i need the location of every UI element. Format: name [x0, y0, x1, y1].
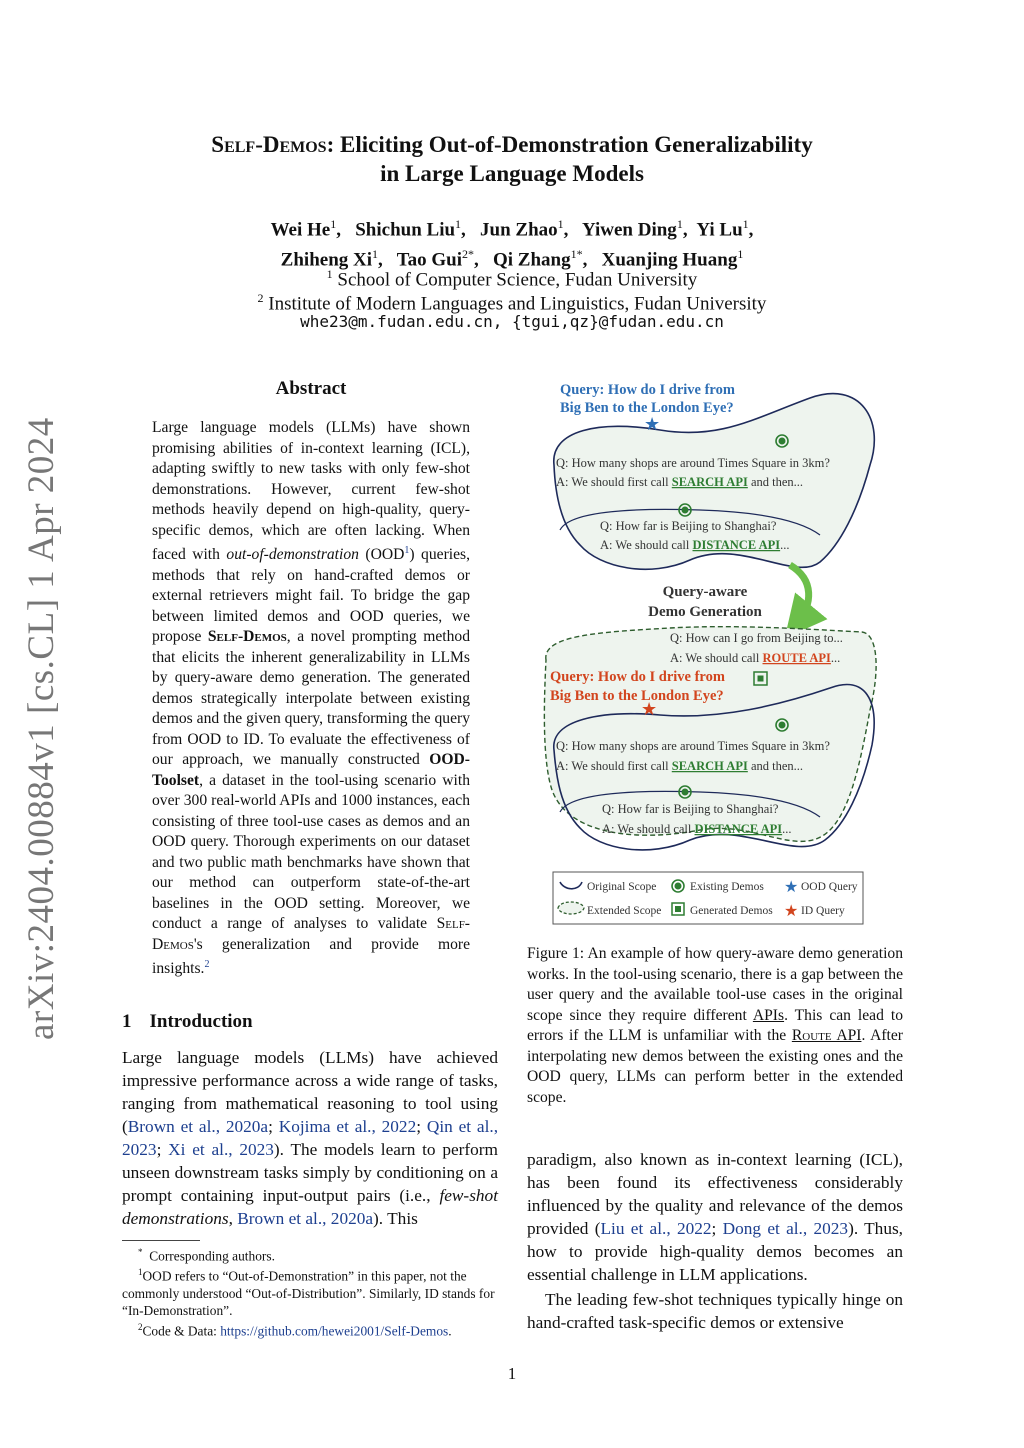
generation-arrow [790, 565, 809, 622]
id-query-line1: Query: How do I drive from [550, 669, 725, 685]
legend-ood-query: OOD Query [801, 881, 858, 893]
demo1-question-2: Q: How many shops are around Times Square in 3km? [556, 739, 830, 753]
citation-link[interactable]: Kojima et al., 2022 [278, 1117, 417, 1136]
footnotes [122, 1244, 498, 1339]
demo1-answer-2: A: We should first call SEARCH API and then... [556, 759, 804, 773]
arrow-label-2: Demo Generation [648, 604, 762, 620]
id-query-line2: Big Ben to the London Eye? [550, 688, 724, 704]
affiliation-1: $^1$ School of Computer Science, Fudan University [326, 267, 698, 291]
figure-caption: Figure 1: An example of how query-aware demo generation works. In the tool-using scenario, there is a gap between the user query and the available tool-use cases in the original scope since they require different APIs. This can lead to errors if the LLM is unfamiliar with the Route API. After interpolating new demos between the existing ones and the OOD query, LLMs can perform better in the extended scope. [527, 945, 903, 1106]
author-name: Zhiheng Xi [280, 249, 373, 271]
id-query-star-icon: ★ [641, 699, 658, 720]
intro-paragraph: Large language models (LLMs) have achieved impressive performance across a wide range of tasks, ranging from mathematical reasoning to tool using (Brown et al., 2020a; Kojima et al., 2022; Qin et al., 2023; Xi et al., 2023). The models learn to perform unseen downstream tasks simply by conditioning on a prompt containing input-output pairs (i.e., few-shot demonstrations, Brown et al., 2020a). This [122, 1048, 499, 1228]
author-name: Qi Zhang [493, 249, 571, 271]
author-name: Xuanjing Huang [601, 249, 738, 271]
author-name: Tao Gui [396, 249, 462, 271]
section-heading-introduction: 1 Introduction [122, 1011, 253, 1032]
demo1-answer: A: We should first call SEARCH API and then... [556, 475, 804, 489]
page-number: 1 [507, 1364, 517, 1383]
citation-link[interactable]: Brown et al., 2020a [237, 1209, 374, 1228]
citation-link[interactable]: Liu et al., 2022 [600, 1219, 712, 1238]
arxiv-stamp: arXiv:2404.00884v1 [cs.CL] 1 Apr 2024 [21, 417, 62, 1040]
generated-demo-answer: A: We should call ROUTE API... [670, 651, 841, 665]
generated-demo-question: Q: How can I go from Beijing to... [670, 631, 843, 645]
title-method-name: Self-Demos [211, 132, 327, 157]
ood-query-star-icon: ★ [644, 414, 661, 435]
arrow-label-1: Query-aware [662, 584, 748, 600]
footnote-1: $^1$OOD refers to “Out-of-Demonstration” in this paper, not the commonly understood “Out-of-Distribution”. Similarly, ID stands for “In-Demonstration”. [122, 1267, 495, 1318]
ood-query-line2: Big Ben to the London Eye? [560, 400, 734, 416]
id-query-legend-icon: ★ [784, 901, 799, 920]
abstract-heading: Abstract [275, 378, 347, 399]
author-line-1: Wei He$^1$, Shichun Liu$^1$, Jun Zhao$^1$, Yiwen Ding$^1$, Yi Lu$^1$, [270, 217, 754, 241]
legend-id-query: ID Query [801, 905, 845, 917]
dataset-name: OOD-Toolset [152, 751, 470, 789]
author-name: Jun Zhao [480, 219, 558, 241]
demo1-question: Q: How many shops are around Times Square in 3km? [556, 456, 830, 470]
right-column-text [527, 1148, 903, 1334]
method-name: Self-Demos [207, 628, 287, 646]
legend-original-scope: Original Scope [587, 881, 657, 893]
legend-generated-demos: Generated Demos [690, 905, 773, 917]
author-line-2: Zhiheng Xi$^1$, Tao Gui$^{2*}$, Qi Zhang$^{1*}$, Xuanjing Huang$^1$ [280, 247, 744, 271]
footnote-rule [122, 1240, 200, 1241]
right-paragraph-2: The leading few-shot techniques typically hinge on hand-crafted task-specific demos or extensive [527, 1290, 903, 1332]
ood-query-legend-icon: ★ [784, 877, 799, 896]
affiliation-2: $^2$ Institute of Modern Languages and Linguistics, Fudan University [257, 291, 767, 315]
citation-link[interactable]: Qin et al., 2023 [122, 1117, 499, 1159]
author-name: Wei He [270, 219, 331, 241]
author-emails: whe23@m.fudan.edu.cn, {tgui,qz}@fudan.edu.cn [300, 312, 724, 331]
citation-link[interactable]: Xi et al., 2023 [168, 1140, 274, 1159]
footnote-corresponding: * Corresponding authors. [138, 1247, 275, 1264]
citation-link[interactable]: Brown et al., 2020a [127, 1117, 269, 1136]
title-line2: in Large Language Models [380, 161, 644, 186]
author-name: Shichun Liu [355, 219, 456, 241]
demo2-answer: A: We should call DISTANCE API... [600, 538, 790, 552]
author-name: Yi Lu [696, 219, 743, 241]
right-paragraph-1: paradigm, also known as in-context learning (ICL), has been found its effectiveness considerably influenced by the quality and relevance of the demos provided (Liu et al., 2022; Dong et al., 2023). Thus, how to provide high-quality demos becomes an essential challenge in LLM applications. [527, 1150, 904, 1284]
ood-query-line1: Query: How do I drive from [560, 382, 735, 398]
abstract-body: Large language models (LLMs) have shown promising abilities of in-context learning (ICL), adapting swiftly to new tasks with only few-shot demonstrations. However, current few-shot methods heavily depend on high-quality, query-specific demos, which are often lacking. When faced with out-of-demonstration (OOD$^1$) queries, methods that rely on hand-crafted demos or external retrievers might fail. To bridge the gap between limited demos and OOD queries, we propose Self-Demos, a novel prompting method that elicits the inherent generalizability in LLMs by query-aware demo generation. The generated demos strategically interpolate between existing demos and the given query, transforming the query from OOD to ID. To evaluate the effectiveness of our approach, we manually constructed OOD-Toolset, a dataset in the tool-using scenario with over 300 real-world APIs and 1000 instances, each consisting of three tool-use cases as demos and an OOD query. Thorough experiments on our dataset and two public math benchmarks have shown that our method can outperform state-of-the-art baselines in the OOD setting. Moreover, we conduct a range of analyses to validate Self-Demos's generalization and provide more insights.$^2$ [152, 419, 470, 978]
footnote-2: $^2$Code & Data: https://github.com/hewei2001/Self-Demos. [138, 1321, 452, 1339]
citation-link[interactable]: Dong et al., 2023 [722, 1219, 849, 1238]
legend-existing-demos: Existing Demos [690, 881, 764, 893]
demo2-answer-2: A: We should call DISTANCE API... [602, 822, 792, 836]
title-line1: : Eliciting Out-of-Demonstration Generalizability [326, 132, 813, 157]
figure-1 [540, 370, 880, 930]
legend-extended-scope: Extended Scope [587, 905, 662, 917]
code-link[interactable]: https://github.com/hewei2001/Self-Demos [220, 1323, 449, 1339]
demo2-question: Q: How far is Beijing to Shanghai? [600, 519, 777, 533]
paper-title [0, 130, 1024, 188]
demo2-question-2: Q: How far is Beijing to Shanghai? [602, 802, 779, 816]
figure-legend [553, 872, 863, 924]
author-name: Yiwen Ding [581, 219, 677, 241]
